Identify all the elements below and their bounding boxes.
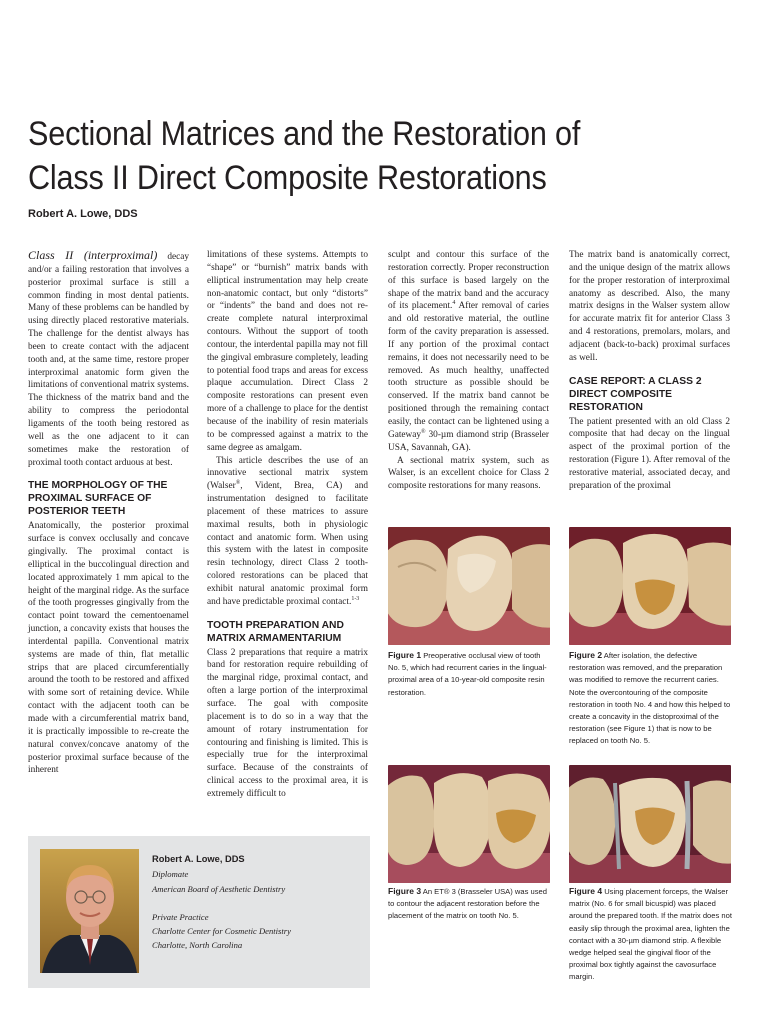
- figure-1-text: Preoperative occlusal view of tooth No. 5, which had recurrent caries in the lingual-proximal area of a 10-year-old composite resin restoration.: [388, 651, 547, 697]
- bio-text: [152, 852, 362, 953]
- author-byline: Robert A. Lowe, DDS: [28, 208, 138, 220]
- text-column-1: [28, 249, 189, 777]
- contour-text-b: After removal of caries and old restorative material, the outline form of the cavity preparation is assessed. If any portion of the proximal contact remains, it does not necessarily need to be removed. As much healthy, unaffected tooth structure as possible should be conserved. If the matrix band cannot be positioned through the remaining contact easily, the contact can be lightened using a Gateway: [388, 301, 549, 440]
- preparation-paragraph: Class 2 preparations that require a matrix band for restoration require rebuilding of the marginal ridge, proximal contact, and often a large portion of the interproximal surface. The goal with composite placement is to do so in a way that the amount of rotary instrumentation for contouring and finishing is limited. This is especially true for the interproximal surface. Because of the constraints of clinical access to the proximal area, it is extremely difficult to: [207, 647, 368, 799]
- sectional-matrix-paragraph: A sectional matrix system, such as Walser, is an excellent choice for Class 2 composite restorations for many reasons.: [388, 455, 549, 492]
- author-portrait: [40, 849, 139, 973]
- figure-3-photo: [388, 765, 550, 883]
- figure-2-label: Figure 2: [569, 650, 603, 660]
- figure-2-photo: [569, 527, 731, 645]
- figure-2-caption: [569, 649, 733, 748]
- matrix-band-paragraph: The matrix band is anatomically correct, and the unique design of the matrix allows for the proper restoration of interproximal anatomy as described. Also, the many matrix designs in the Walser system allow for accurate matrix fit for anterior Class 3 and 4 restorations, premolars, molars, and adjacent (back-to-back) proximal surfaces as well.: [569, 250, 730, 363]
- reference-superscript-4: 4: [452, 300, 456, 307]
- bio-line-3: Private Practice: [152, 911, 209, 922]
- figure-3-label: Figure 3: [388, 886, 422, 896]
- figure-3-caption: [388, 885, 552, 923]
- case-report-paragraph: The patient presented with an old Class 2 composite that had decay on the lingual aspect of the proximal portion of the restoration (Figure 1). After removal of the restorative material, associated decay, and preparation of the proximal: [569, 416, 730, 491]
- reference-superscript: 1-3: [351, 595, 360, 602]
- intro-paragraph: [28, 249, 189, 469]
- purpose-text-a: This article describes the use of an innovative sectional matrix system (Walser: [207, 455, 368, 492]
- section-heading-morphology: THE MORPHOLOGY OF THE PROXIMAL SURFACE OF POSTERIOR TEETH: [28, 480, 168, 518]
- text-column-3: [388, 249, 549, 493]
- figure-4-photo: [569, 765, 731, 883]
- registered-mark-gateway: ®: [421, 428, 426, 435]
- contour-text-c: 30-µm diamond strip (Brasseler USA, Savannah, GA).: [388, 429, 549, 453]
- figure-2-text: After isolation, the defective restoration was removed, and the preparation was modified to remove the recurrent caries. Note the overcontouring of the composite restoration in tooth No. 4 and how this helped to create a concavity in the distoproximal of the restoration (see Figure 1) that is now to be replaced on tooth No. 5.: [569, 651, 731, 746]
- figure-4-text: Using placement forceps, the Walser matrix (No. 6 for small bicuspid) was placed around the prepared tooth. If the matrix does not easily slip through the proximal area, lighten the contact with a 30-µm diamond strip. A flexible wedge helped seal the gingival floor of the proximal box tightly against the cavosurface margin.: [569, 887, 732, 982]
- figure-1-photo: [388, 527, 550, 645]
- lead-in: Class II (interproximal): [28, 248, 158, 262]
- figure-3-text: An ET® 3 (Brasseler USA) was used to contour the adjacent restoration before the placement of the matrix on tooth No. 5.: [388, 887, 547, 921]
- article-purpose-paragraph: [207, 455, 368, 609]
- registered-mark: ®: [235, 480, 241, 487]
- purpose-text-b: , Vident, Brea, CA) and instrumentation designed to facilitate placement of these matrices to assure maximal results, both in physiologic contact and anatomic form. When using this system with the latest in composite resin technology, direct Class 2 tooth-colored restorations can be placed that exhibit natural anatomic proximal form and have predictable proximal contact.: [207, 481, 368, 607]
- bio-line-5: Charlotte, North Carolina: [152, 940, 243, 951]
- limitations-paragraph: limitations of these systems. Attempts to “shape” or “burnish” matrix bands with elliptical instrumentation may help create non-anatomic contact, but only “distorts” or “indents” the band and does not re-create complete natural interproximal contours. Without the support of tooth contour, the interdental papilla may not fill the gingival embrasure completely, leading to potential food traps and areas for excess plaque accumulation. Direct Class 2 composite restorations can present even more of a challenge to place for the dentist because of the inability of resin materials to be compressed against a matrix to the same degree as amalgam.: [207, 250, 368, 453]
- contour-paragraph: [388, 249, 549, 455]
- bio-line-2: American Board of Aesthetic Dentistry: [152, 883, 286, 894]
- figure-1-label: Figure 1: [388, 650, 422, 660]
- title-line-1: Sectional Matrices and the Restoration of: [28, 115, 581, 153]
- bio-name: Robert A. Lowe, DDS: [152, 854, 245, 864]
- section-heading-preparation: TOOTH PREPARATION AND MATRIX ARMAMENTARIUM: [207, 619, 344, 644]
- morphology-paragraph: Anatomically, the posterior proximal surface is convex occlusally and concave gingivally. The proximal contact is elliptical in the buccolingual direction and located approximately 1 mm apical to the height of the marginal ridge. As the surface of the tooth progresses gingivally from the contact point toward the cementoenamel junction, a concavity exists that houses the interdental papilla. Conventional matrix systems are made of thin, flat metallic strips that are placed circumferentially around the tooth to be restored and affixed with some sort of retaining device. While contact with the adjacent tooth can be made with a circumferential matrix band, it is practically impossible to re-create the natural convex/concave anatomy of the posterior proximal surface because of the inherent: [28, 521, 189, 776]
- bio-line-4: Charlotte Center for Cosmetic Dentistry: [152, 926, 291, 937]
- figure-4-label: Figure 4: [569, 886, 603, 896]
- bio-line-1: Diplomate: [152, 869, 189, 880]
- title-line-2: Class II Direct Composite Restorations: [28, 159, 547, 197]
- contour-text-a: sculpt and contour this surface of the restoration correctly. Proper reconstruction of this surface is based largely on the shape of the matrix band and the accuracy of its placement.: [388, 250, 549, 312]
- text-column-2: [207, 249, 368, 801]
- article-title: [28, 112, 676, 200]
- author-bio-box: [28, 836, 370, 988]
- figure-1-caption: [388, 649, 552, 699]
- figure-4-caption: [569, 885, 733, 984]
- section-heading-case-report: CASE REPORT: A CLASS 2 DIRECT COMPOSITE RESTORATION: [569, 375, 702, 413]
- intro-text: decay and/or a failing restoration that involves a posterior proximal surface is still a common finding in most dental patients. Many of these problems can be handled by using directly placed restorative materials. The challenge for the dentist always has been to create contact with the adjacent tooth and, at the same time, restore proper interproximal anatomic form given the limitations of conventional matrix systems. The thickness of the matrix band and the ability to compress the periodontal ligaments of the tooth being restored as well as the one adjacent to it can sometimes make the restoration of proximal tooth contact arduous at best.: [28, 252, 189, 468]
- text-column-4: [569, 249, 730, 493]
